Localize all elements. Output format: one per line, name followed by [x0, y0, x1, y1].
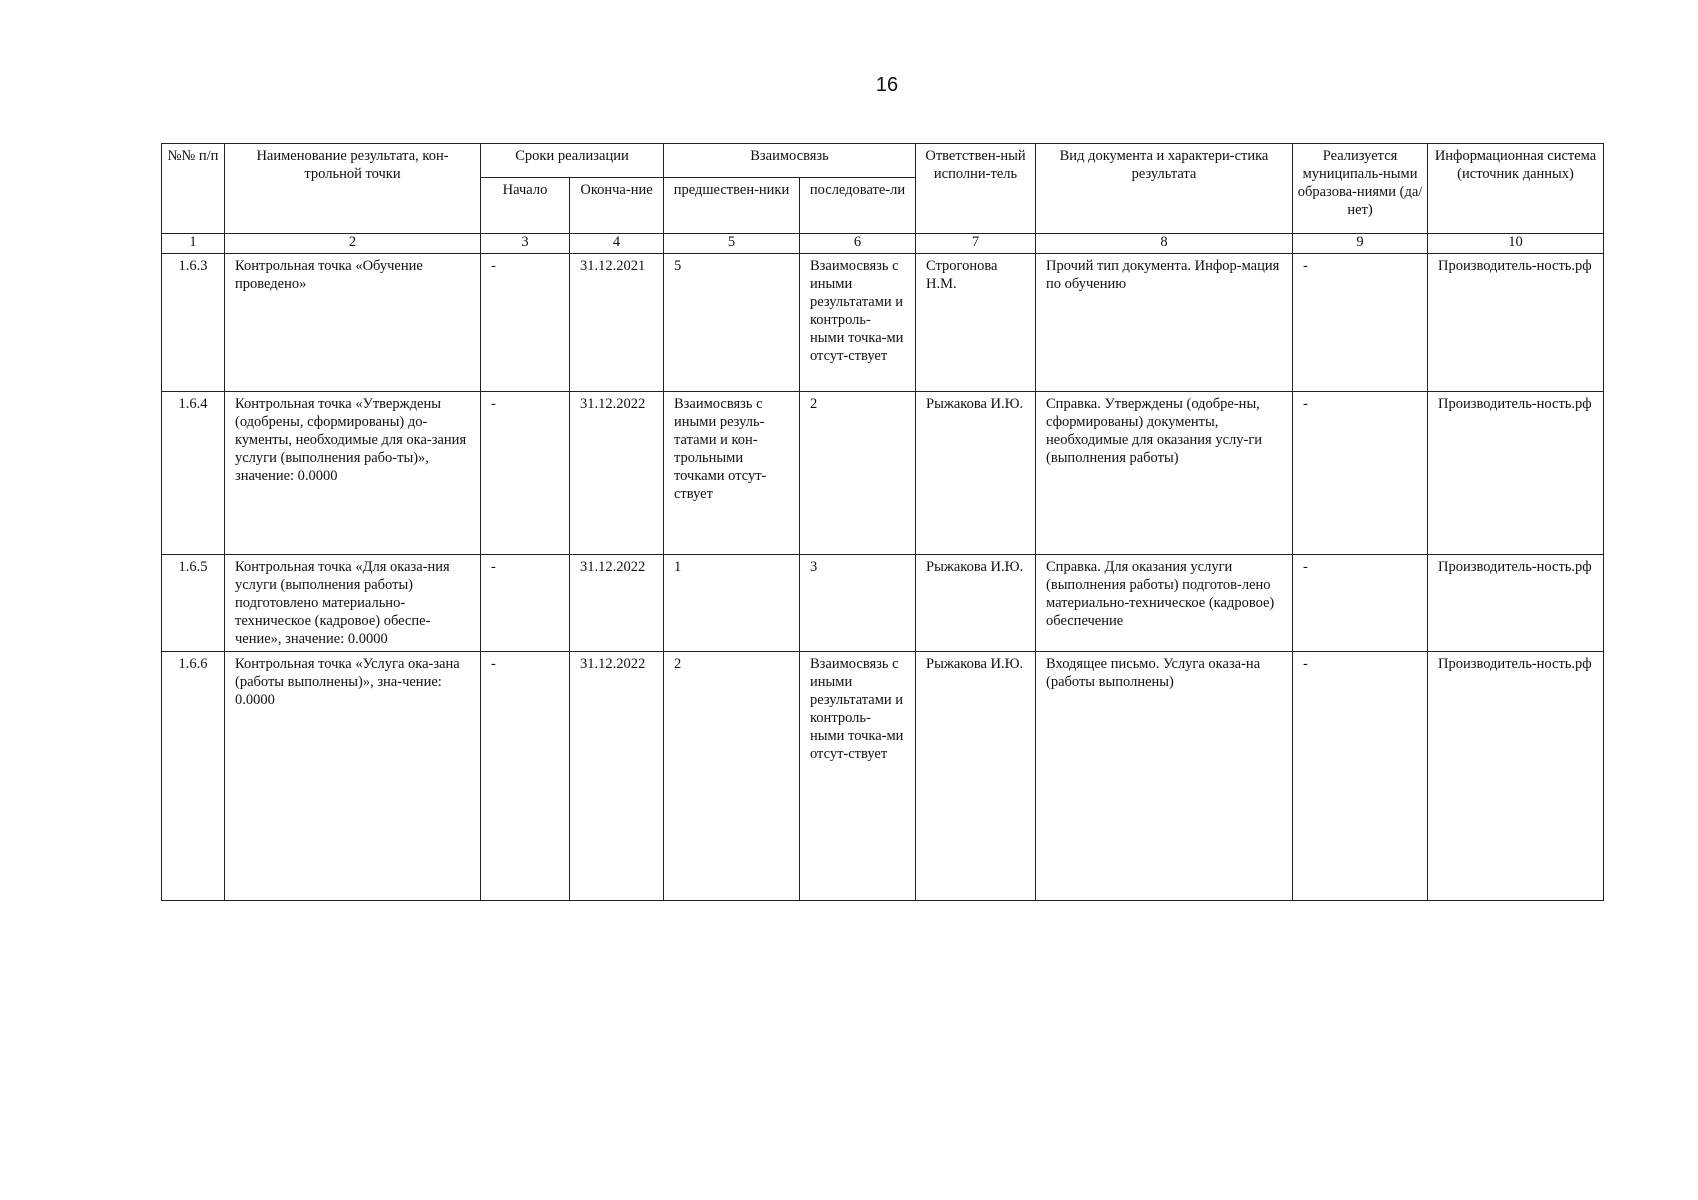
cell-municipal: - [1293, 392, 1428, 555]
table-row [162, 254, 1604, 392]
column-number: 7 [916, 234, 1036, 254]
cell-responsible: Строгонова Н.М. [916, 254, 1036, 392]
column-number: 2 [225, 234, 481, 254]
column-number: 9 [1293, 234, 1428, 254]
cell-infosystem: Производитель-ность.рф [1428, 652, 1604, 901]
cell-infosystem: Производитель-ность.рф [1428, 254, 1604, 392]
cell-document: Прочий тип документа. Инфор-мация по обучению [1036, 254, 1293, 392]
cell-document: Справка. Утверждены (одобре-ны, сформированы) документы, необходимые для оказания услу-ги (выполнения работы) [1036, 392, 1293, 555]
table-row [162, 555, 1604, 652]
header-name: Наименование результата, кон-трольной точки [225, 144, 481, 234]
header-end: Оконча-ние [570, 178, 664, 234]
cell-successors: Взаимосвязь с иными результатами и контроль-ными точка-ми отсут-ствует [800, 652, 916, 901]
cell-end: 31.12.2022 [570, 392, 664, 555]
column-number: 6 [800, 234, 916, 254]
header-successors: последовате-ли [800, 178, 916, 234]
cell-responsible: Рыжакова И.Ю. [916, 392, 1036, 555]
cell-successors: 3 [800, 555, 916, 652]
header-start: Начало [481, 178, 570, 234]
header-terms: Сроки реализации [481, 144, 664, 178]
table-row [162, 652, 1604, 901]
table-header [162, 144, 1604, 234]
header-responsible: Ответствен-ный исполни-тель [916, 144, 1036, 234]
cell-document: Входящее письмо. Услуга оказа-на (работы выполнены) [1036, 652, 1293, 901]
cell-start: - [481, 555, 570, 652]
control-points-table [161, 143, 1604, 901]
cell-infosystem: Производитель-ность.рф [1428, 392, 1604, 555]
cell-successors: 2 [800, 392, 916, 555]
column-numbers-row [162, 234, 1604, 254]
cell-name: Контрольная точка «Утверждены (одобрены, сформированы) до-кументы, необходимые для ока-зания услуги (выполнения рабо-ты)», значение: 0.0000 [225, 392, 481, 555]
cell-predecessors: Взаимосвязь с иными резуль-татами и кон-трольными точками отсут-ствует [664, 392, 800, 555]
cell-predecessors: 5 [664, 254, 800, 392]
cell-start: - [481, 652, 570, 901]
header-num: №№ п/п [162, 144, 225, 234]
cell-predecessors: 1 [664, 555, 800, 652]
page-number: 16 [875, 74, 899, 96]
cell-document: Справка. Для оказания услуги (выполнения работы) подготов-лено материально-техническое (кадровое) обеспечение [1036, 555, 1293, 652]
cell-municipal: - [1293, 555, 1428, 652]
cell-name: Контрольная точка «Для оказа-ния услуги (выполнения работы) подготовлено материально-техническое (кадровое) обеспе-чение», значение: 0.0000 [225, 555, 481, 652]
cell-num: 1.6.5 [162, 555, 225, 652]
cell-infosystem: Производитель-ность.рф [1428, 555, 1604, 652]
table-body [162, 254, 1604, 901]
column-number: 5 [664, 234, 800, 254]
table-row [162, 392, 1604, 555]
cell-end: 31.12.2022 [570, 555, 664, 652]
header-document: Вид документа и характери-стика результата [1036, 144, 1293, 234]
header-predecessors: предшествен-ники [664, 178, 800, 234]
column-number: 4 [570, 234, 664, 254]
header-relation: Взаимосвязь [664, 144, 916, 178]
cell-municipal: - [1293, 652, 1428, 901]
cell-start: - [481, 254, 570, 392]
cell-responsible: Рыжакова И.Ю. [916, 652, 1036, 901]
column-number: 3 [481, 234, 570, 254]
column-numbers-row-group [162, 234, 1604, 254]
cell-num: 1.6.3 [162, 254, 225, 392]
cell-name: Контрольная точка «Услуга ока-зана (работы выполнены)», зна-чение: 0.0000 [225, 652, 481, 901]
cell-responsible: Рыжакова И.Ю. [916, 555, 1036, 652]
cell-municipal: - [1293, 254, 1428, 392]
column-number: 1 [162, 234, 225, 254]
header-municipal: Реализуется муниципаль-ными образова-ниями (да/нет) [1293, 144, 1428, 234]
cell-end: 31.12.2021 [570, 254, 664, 392]
cell-num: 1.6.6 [162, 652, 225, 901]
column-number: 10 [1428, 234, 1604, 254]
cell-start: - [481, 392, 570, 555]
cell-num: 1.6.4 [162, 392, 225, 555]
cell-predecessors: 2 [664, 652, 800, 901]
header-infosystem: Информационная система (источник данных) [1428, 144, 1604, 234]
column-number: 8 [1036, 234, 1293, 254]
cell-end: 31.12.2022 [570, 652, 664, 901]
cell-name: Контрольная точка «Обучение проведено» [225, 254, 481, 392]
cell-successors: Взаимосвязь с иными результатами и контроль-ными точка-ми отсут-ствует [800, 254, 916, 392]
